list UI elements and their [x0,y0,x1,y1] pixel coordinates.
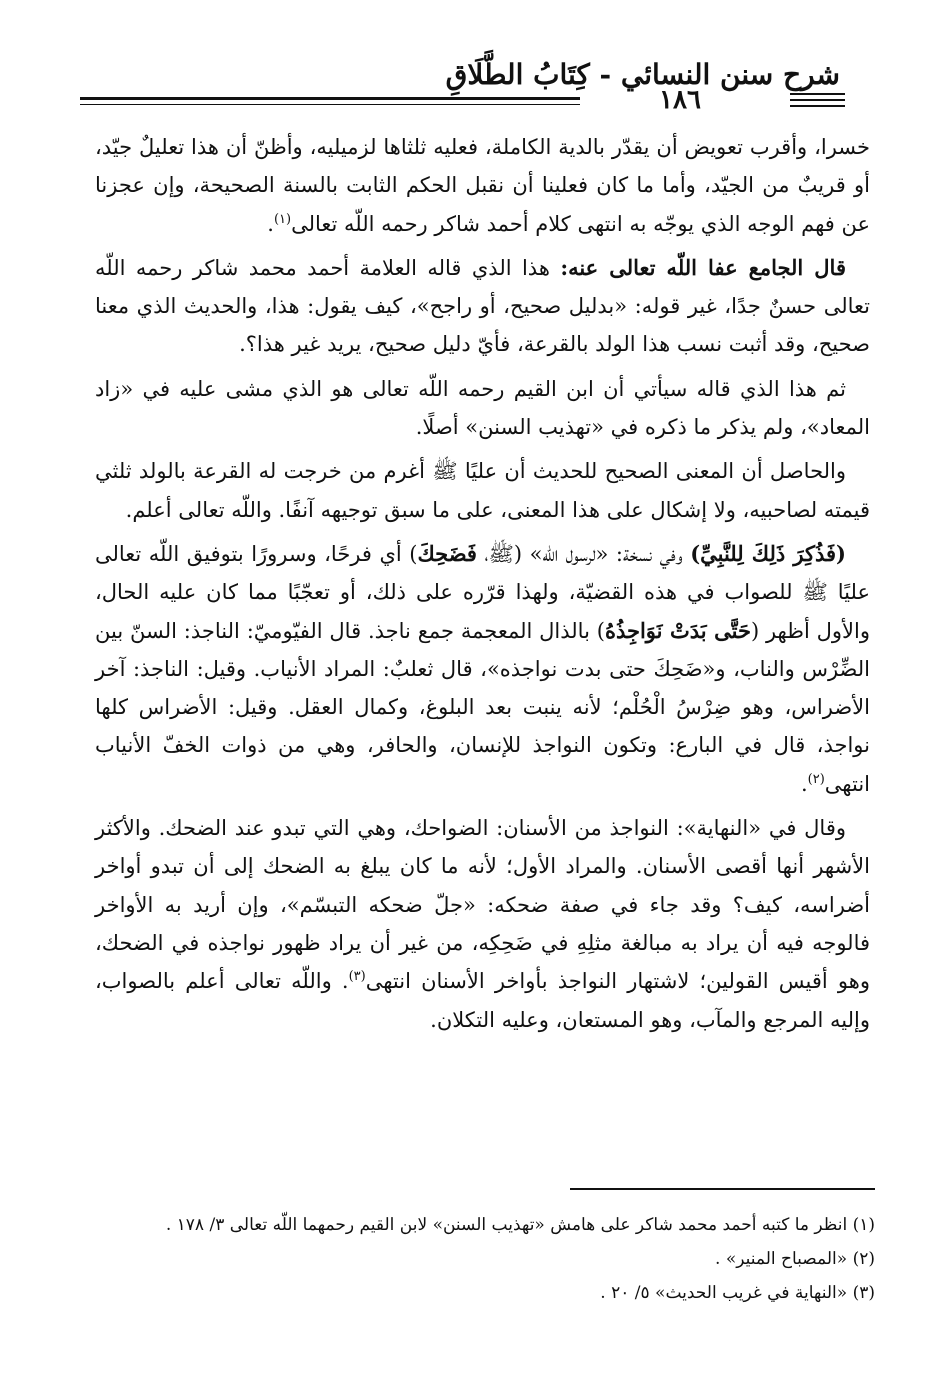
footnote-1: (١) انظر ما كتبه أحمد محمد شاكر على هامش «تهذيب السنن» لابن القيم رحمهما اللّه تعالى ٣/ ١٧٨ . [165,1215,875,1235]
paragraph-1: خسرا، وأقرب تعويض أن يقدّر بالدية الكاملة، فعليه ثلثاها لزميليه، وأظنّ أن هذا تعليلٌ جيّد، أو قريبٌ من الجيّد، وأما ما كان فعلينا أن نقبل الحكم الثابت بالسنة الصحيحة، وإن عجزنا عن فهم الوجه الذي يوجّه به انتهى كلام أحمد شاكر رحمه اللّه تعالى$^{(١)}$. [95,135,870,236]
paragraph-4: والحاصل أن المعنى الصحيح للحديث أن عليًا ﷺ أغرم من خرجت له القرعة بالولد ثلثي قيمته لصاحبيه، ولا إشكال على هذا المعنى، على ما سبق توجيهه آنفًا. واللّه تعالى أعلم. [95,459,870,522]
compiler-heading: قال الجامع عفا اللّه تعالى عنه: [560,254,846,280]
hadith-quote: فَضَحِكَ [417,540,477,566]
hadith-quote: حَتَّى بَدَتْ نَوَاجِذُهُ [604,617,751,643]
footnote-ref[interactable]: (١) [273,211,292,227]
running-title: شرح سنن النسائي - كِتَابُ الطَّلَاقِ [445,58,840,91]
footnote-3: (٣) «النهاية في غريب الحديث» ٥/ ٢٠ . [600,1283,875,1303]
hadith-quote: (فَذُكِرَ ذَلِكَ لِلنَّبِيِّ) [690,540,846,566]
footnote-ref[interactable]: (٢) [807,771,825,787]
footnote-2: (٢) «المصباح المنير» . [715,1249,875,1269]
header-rule [80,97,580,100]
header-ornament-lines [790,93,845,111]
paragraph-2: قال الجامع عفا اللّه تعالى عنه: هذا الذي قاله العلامة أحمد محمد شاكر رحمه اللّه تعالى حسنٌ جدًا، غير قوله: «بدليل صحيح، أو راجح»، كيف يقول: هذا، والحديث الذي معنا صحيح، وقد أثبت نسب هذا الولد بالقرعة، فأيّ دليل صحيح، يريد غير هذا؟. [95,254,870,357]
body-text [95,128,870,1045]
paragraph-3: ثم هذا الذي قاله سيأتي أن ابن القيم رحمه اللّه تعالى هو الذي مشى عليه في «زاد المعاد»، ولم يذكر ما ذكره في «تهذيب السنن» أصلًا. [95,376,870,440]
page-number: ١٨٦ [659,85,701,115]
footnote-separator [570,1188,875,1190]
footnotes [95,1208,875,1310]
header-rule-thin [80,104,580,105]
paragraph-6: وقال في «النهاية»: النواجذ من الأسنان: الضواحك، وهي التي تبدو عند الضحك. والأكثر الأشهر أنها أقصى الأسنان. والمراد الأول؛ لأنه ما كان يبلغ به الضحك إلى أن تبدو أواخر أضراسه، كيف؟ وقد جاء في صفة ضحكه: «جلّ ضحكه التبسّم»، وإن أريد به الأواخر فالوجه فيه أن يراد به مبالغة مثلِهِ في ضَحِكِه، من غير أن يراد ظهور نواجذه في الضحك، وهو أقيس القولين؛ لاشتهار النواجذ بأواخر الأسنان انتهى$^{(٣)}$. واللّه تعالى أعلم بالصواب، وإليه المرجع والمآب، وهو المستعان، وعليه التكلان. [95,816,870,1032]
paragraph-5: (فَذُكِرَ ذَلِكَ لِلنَّبِيِّ) وفي نسخة: «لرسول اللّه» (ﷺ، فَضَحِكَ) أي فرحًا، وسرورًا بتوفيق اللّه تعالى عليًا ﷺ للصواب في هذه القضيّة، ولهذا قرّره على ذلك، أو تعجّبًا مما كان عليه الحال، والأول أظهر (حَتَّى بَدَتْ نَوَاجِذُهُ) بالذال المعجمة جمع ناجذ. قال الفيّوميّ: الناجذ: السنّ بين الضِّرْس والناب، و«ضَحِكَ حتى بدت نواجذه»، قال ثعلبٌ: المراد الأنياب. وقيل: الناجذ: آخر الأضراس، وهو ضِرْسُ الْحُلْم؛ لأنه ينبت بعد البلوغ، وكمال العقل. وقيل: الأضراس كلها نواجذ، قال في البارع: وتكون النواجذ للإنسان، والحافر، وهي من ذوات الخفّ الأنياب انتهى$^{(٢)}$. [95,540,870,796]
footnote-ref[interactable]: (٣) [348,969,366,985]
